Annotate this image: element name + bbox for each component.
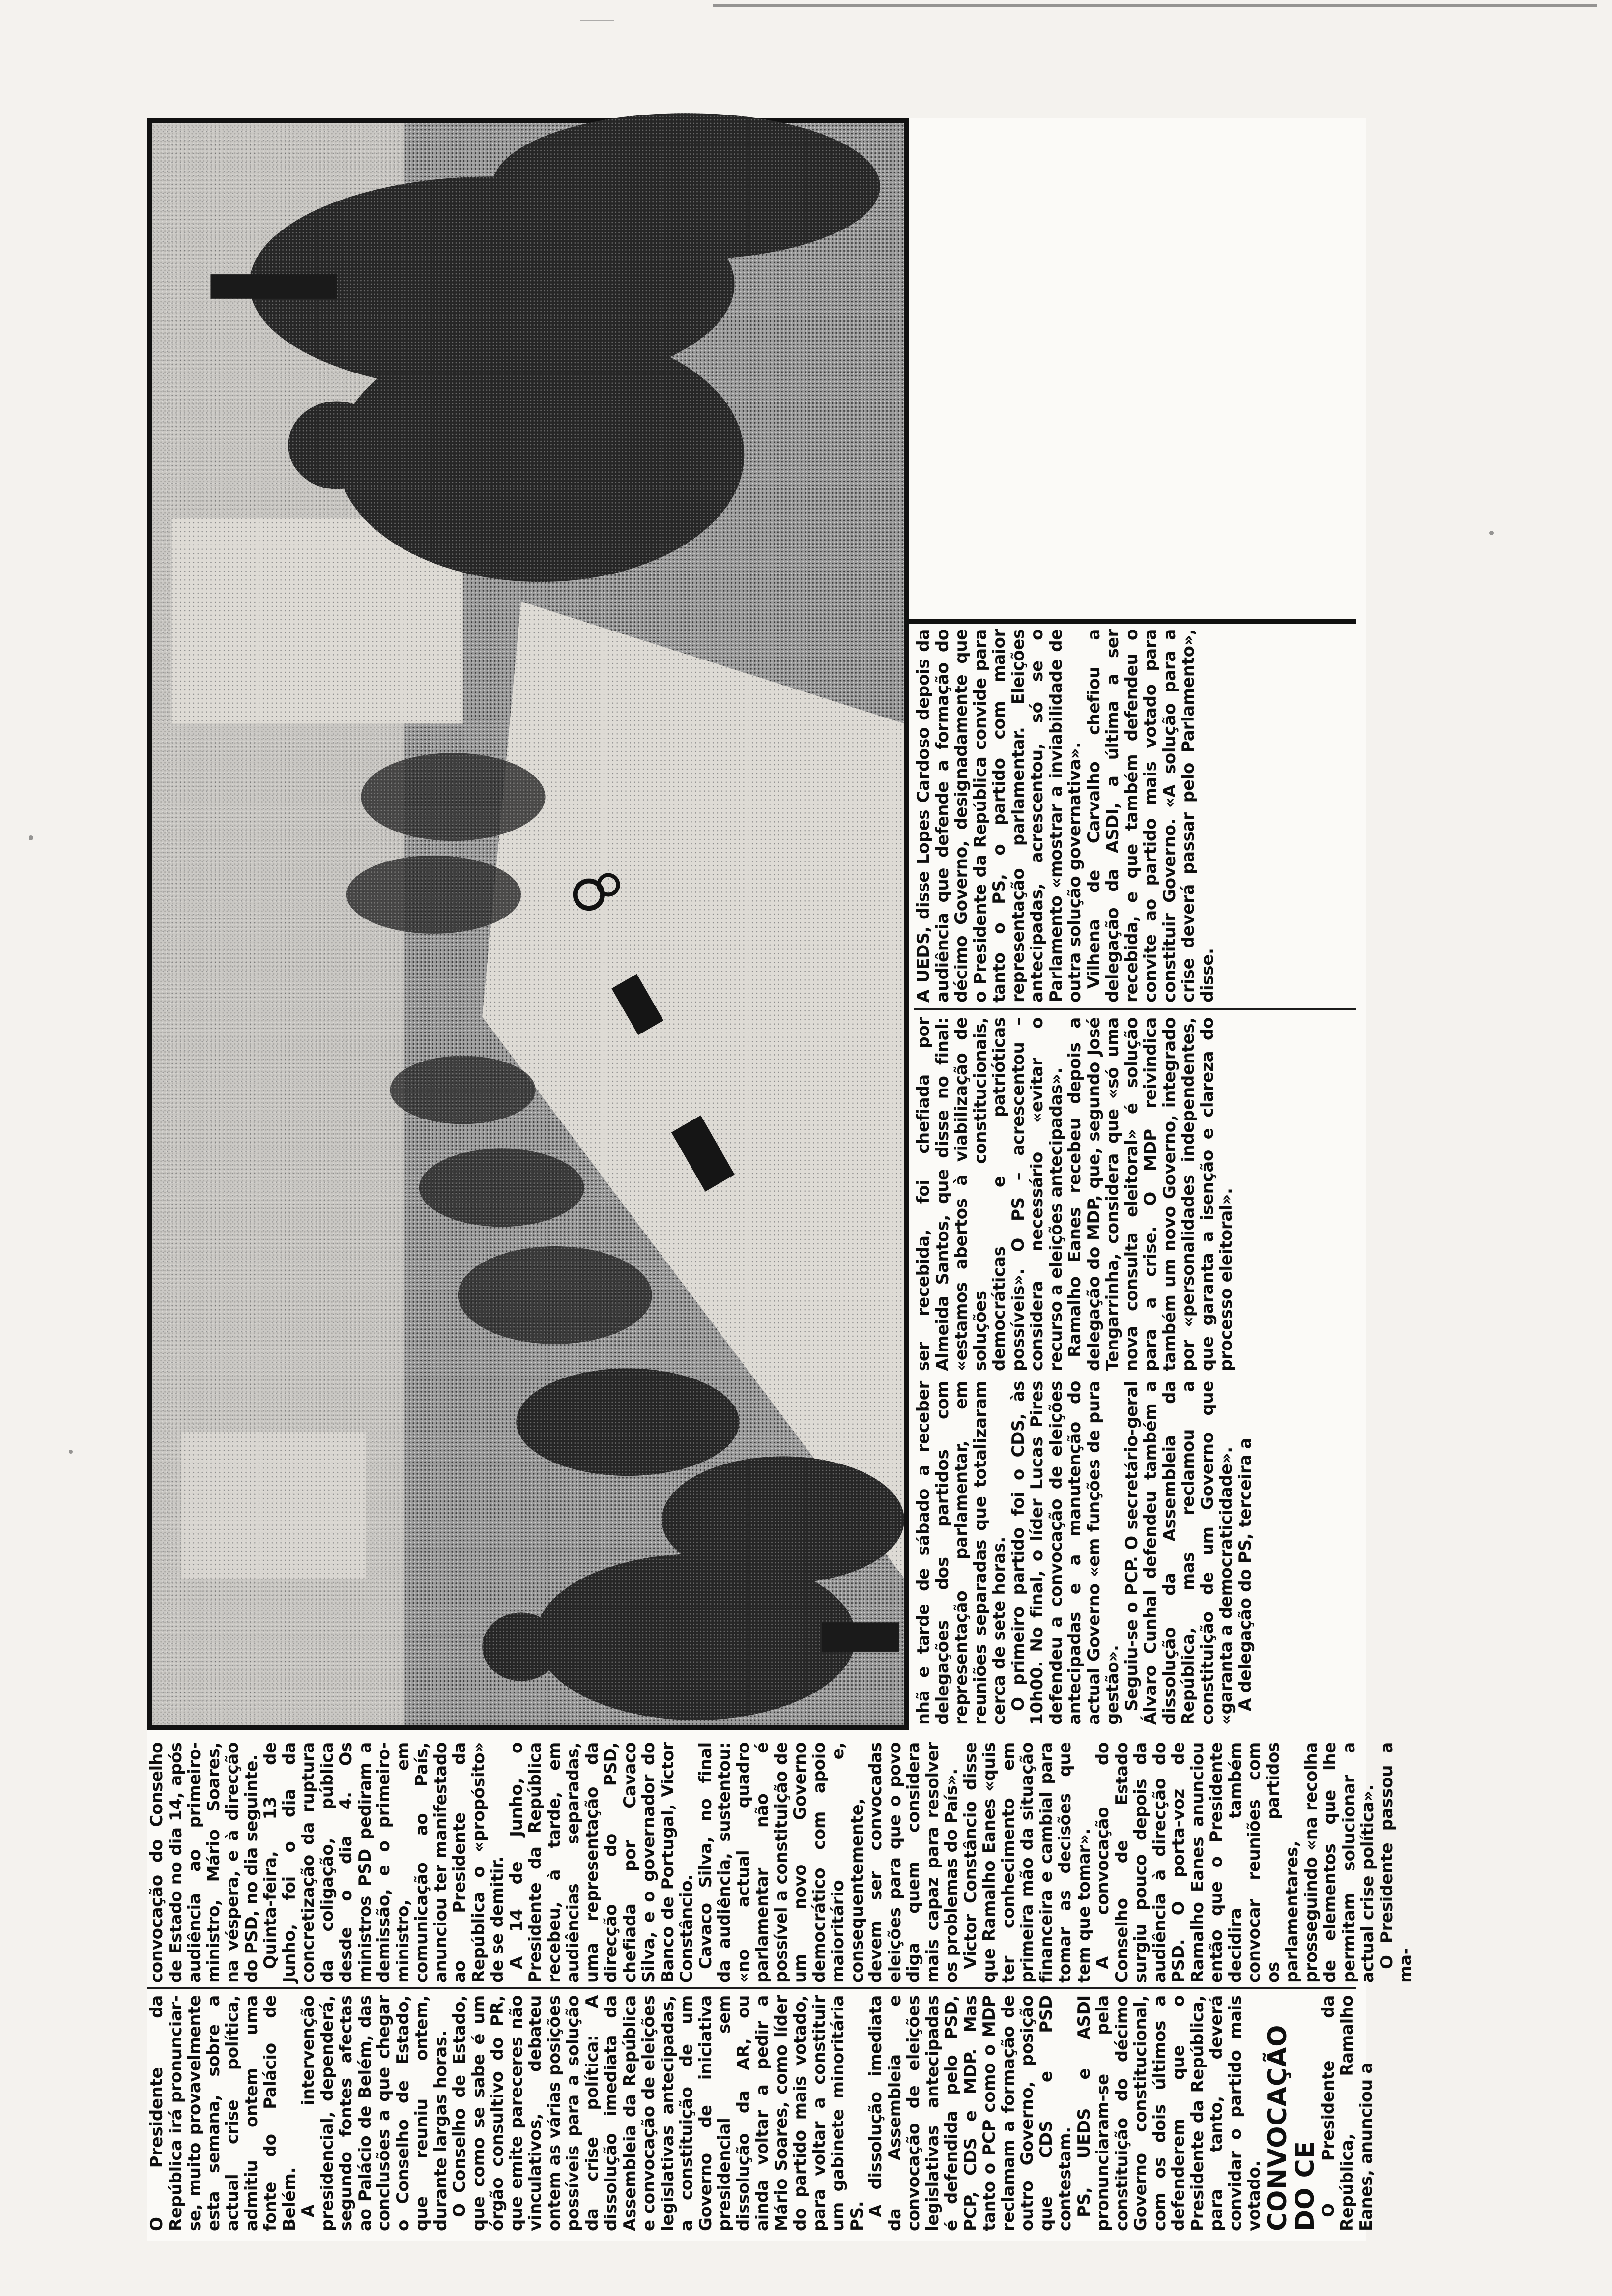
paragraph: Quinta-feira, 13 de Junho, foi o dia da concretização da ruptura da coligação, pública desde o dia 4. Os ministros PSD pediram a demissão, e o primeiro-ministro, em comunicação ao País, anunciou ter manifestado ao Presidente da República o «propósito» de se demitir. — [260, 1742, 507, 1983]
scan-speck — [1489, 531, 1494, 535]
paragraph: O Presidente passou a ma- — [1377, 1742, 1415, 1983]
paragraph: ser recebida, foi chefiada por Almeida Santos, que disse no final: «estamos abertos à viabilização de soluções constitucionais, democráticas e patrióticas possíveis». O PS – acrescentou – considera necessário «evitar o recurso a eleições antecipadas». — [914, 1017, 1066, 1371]
paragraph: PS, UEDS e ASDI pronunciaram-se pela constituição do décimo Governo constitucional, com os dois últimos a defenderem que o Presidente da República, para tanto, deverá convidar o partido mais votado. — [1074, 1995, 1264, 2231]
meeting-photo — [147, 118, 909, 1730]
meeting-photo-icon — [152, 123, 904, 1725]
article-column-5 — [914, 629, 1356, 1003]
paragraph: O Presidente da República irá pronunciar-se, muito provavelmente esta semana, sobre a actual crise política, admitiu ontem uma fonte do Palácio de Belém. — [147, 1995, 299, 2231]
paragraph: O Conselho de Estado, que como se sabe é um órgão consultivo do PR, que emite pareceres não vinculativos, debateu ontem as várias posições possíveis para a solução da crise política: A dissolução imediata da Assembleia da República e convocação de eleições legislativas antecipadas, a constituição de um Governo de iniciativa presidencial sem dissolução da AR, ou ainda voltar a pedir a Mário Soares, como líder do partido mais votado, para voltar a constituir um gabinete minoritária PS. — [450, 1995, 867, 2231]
scan-edge-mark — [580, 20, 614, 21]
scan-speck — [29, 835, 33, 840]
paragraph: convocação do Conselho de Estado no dia 14, após audiência ao primeiro-ministro, Mário Soares, na véspera, e à direcção do PSD, no dia seguinte. — [147, 1742, 261, 1983]
paragraph: A delegação do PS, terceira a — [1235, 1437, 1255, 1711]
paragraph: O Presidente da República, Ramalho Eanes, anunciou a — [1318, 1995, 1376, 2231]
article-column-1 — [147, 1995, 1376, 2231]
paragraph: nhã e tarde de sábado a receber delegações dos partidos com representação parlamentar, em reuniões separadas que totalizaram cerca de sete horas. — [914, 1381, 1009, 1725]
article-column-4 — [914, 1017, 1356, 1371]
newspaper-clipping — [147, 118, 1415, 2241]
paragraph: O primeiro partido foi o CDS, às 10h00. No final, o líder Lucas Pires defendeu a convocação de eleições antecipadas e a manutenção do actual Governo «em funções de pura gestão». — [1008, 1381, 1123, 1725]
paragraph: Seguiu-se o PCP. O secretário-geral Álvaro Cunhal defendeu também a dissolução da Assembleia da República, mas reclamou a constituição de um Governo que «garanta a democraticidade». — [1122, 1381, 1236, 1725]
section-heading: CONVOCAÇÃO DO CE — [1263, 2024, 1320, 2231]
clipping-border — [909, 619, 1356, 624]
article-column-3 — [914, 1381, 1356, 1725]
scan-edge-line — [713, 4, 1597, 7]
paragraph: A intervenção presidencial, dependerá, segundo fontes afectas ao Palácio de Belém, das conclusões a que chegar o Conselho de Estado, que reuniu ontem, durante largas horas. — [298, 1995, 451, 2231]
paragraph: A convocação do Conselho de Estado surgiu pouco depois da audiência à direcção do PSD. O porta-voz de Ramalho Eanes anunciou então que o Presidente decidira também convocar reuniões com os partidos parlamentares, prosseguindo «na recolha de elementos que lhe permitam solucionar a actual crise política». — [1093, 1742, 1378, 1983]
paragraph: Victor Constâncio disse que Ramalho Eanes «quis ter conhecimento em primeira mão da situação financeira e cambial para tomar as decisões que tem que tomar». — [960, 1742, 1094, 1983]
article-column-2 — [147, 1742, 1415, 1983]
paragraph: A UEDS, disse Lopes Cardoso depois da audiência que defende a formação do décimo Governo, designadamente que o Presidente da República convide para tanto o PS, o partido com maior representação parlamentar. Eleições antecipadas, acrescentou, só se o Parlamento «mostrar a inviabilidade de outra solução governativa». — [914, 629, 1085, 1003]
paragraph: Cavaco Silva, no final da audiência, sustentou: «no actual quadro parlamentar não é possível a constituição de um novo Governo democrático com apoio maioritário e, consequentemente, devem ser convocadas eleições para que o povo diga quem considera mais capaz para resolver os problemas do País». — [695, 1742, 961, 1983]
paragraph: A dissolução imediata da Assembleia e convocação de eleições legislativas antecipadas é defendida pelo PSD, PCP, CDS e MDP. Mas tanto o PCP como o MDP reclamam a formação de outro Governo, posição que CDS e PSD contestam. — [866, 1995, 1075, 2231]
column-rule — [147, 1987, 1356, 1989]
paragraph: A 14 de Junho, o Presidente da República recebeu, à tarde, em audiências separadas, uma representação da direcção do PSD, chefiada por Cavaco Silva, e o governador do Banco de Portugal, Victor Constâncio. — [506, 1742, 696, 1983]
scan-speck — [69, 1450, 73, 1454]
paragraph: Vilhena de Carvalho chefiou a delegação da ASDI, a última a ser recebida, e que também defendeu o convite ao partido mais votado para constituir Governo. «A solução para a crise deverá passar pelo Parlamento», disse. — [1084, 629, 1217, 1003]
column-rule — [914, 1008, 1356, 1010]
paragraph: Ramalho Eanes recebeu depois a delegação do MDP, que, segundo José Tengarrinha, considera que «só uma nova consulta eleitoral» é solução para a crise. O MDP reivindica também um novo Governo, integrado por «personalidades independentes, que garanta a isenção e clareza do processo eleitoral». — [1065, 1017, 1236, 1371]
